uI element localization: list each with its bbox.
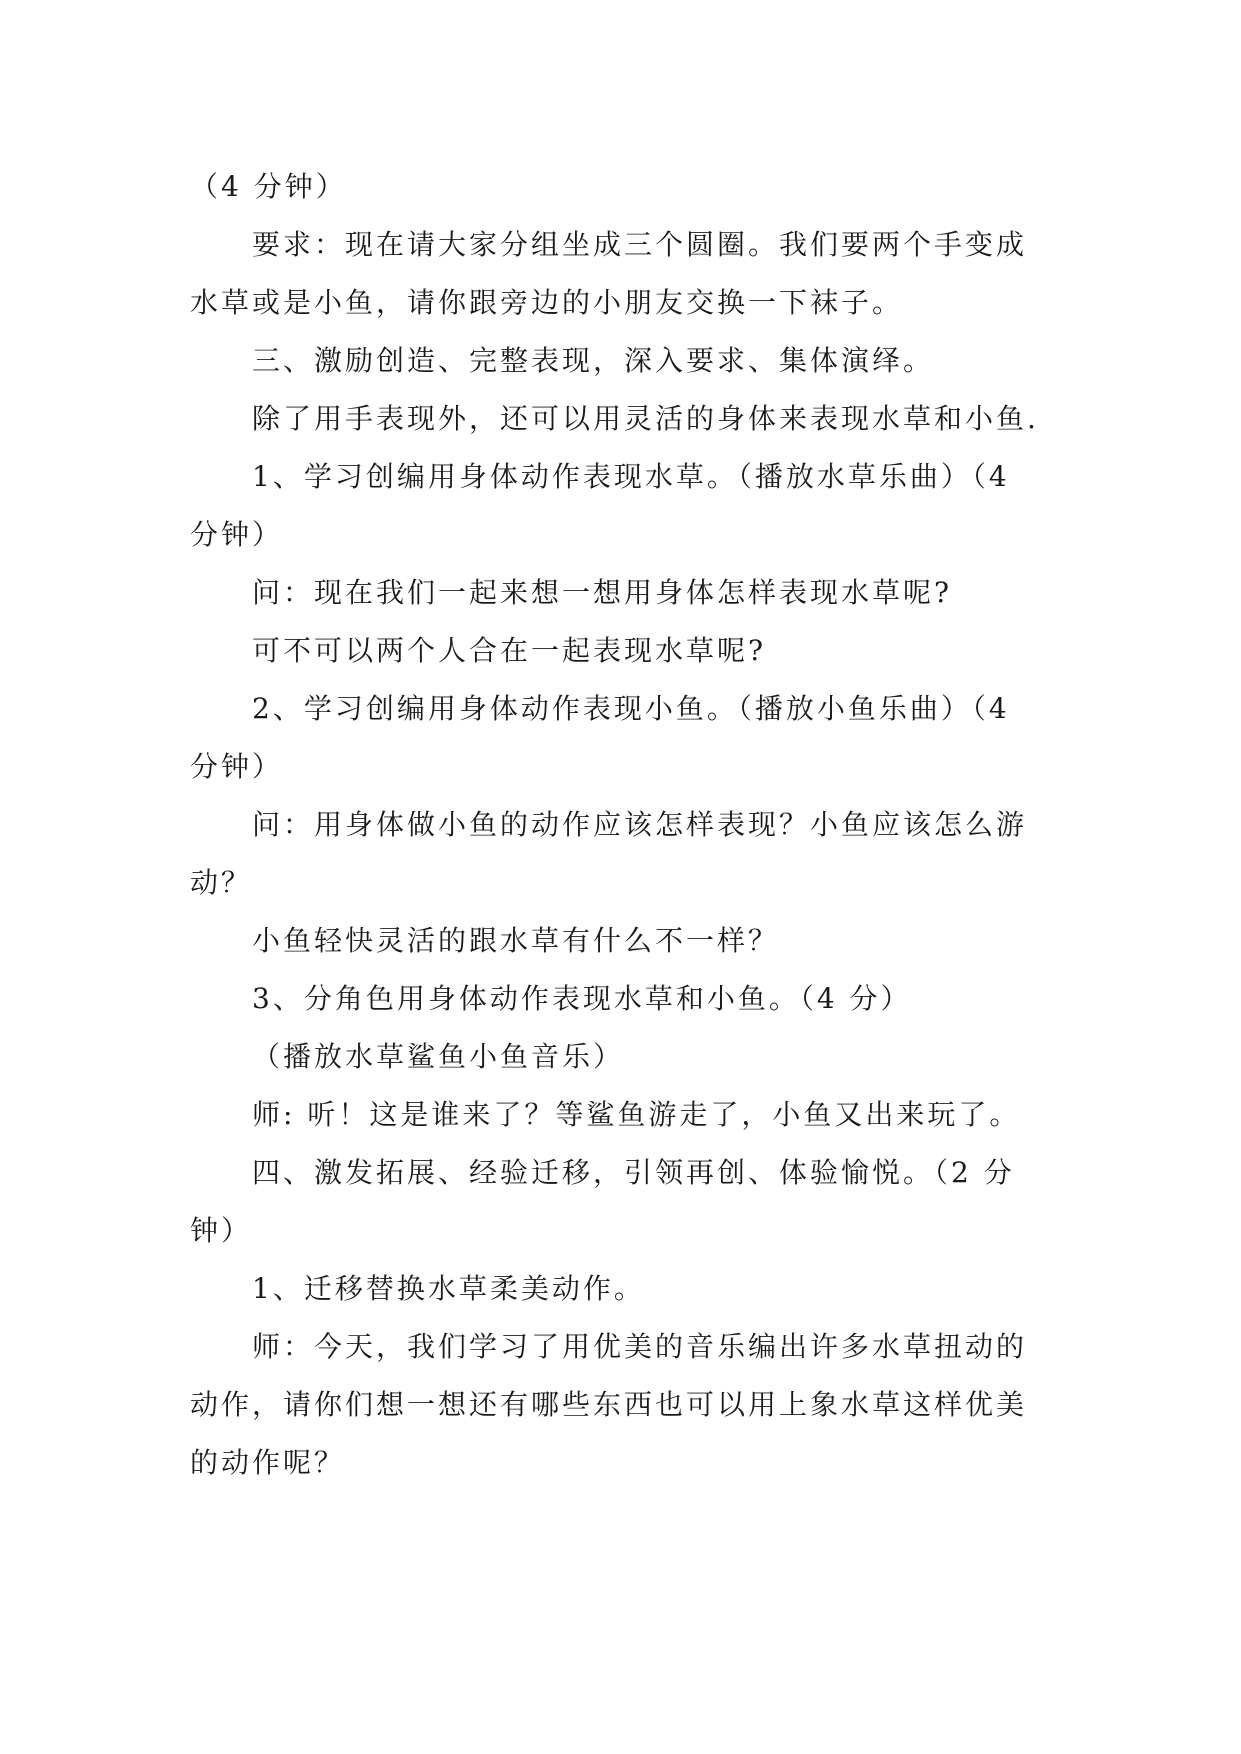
section-heading: 三、激励创造、完整表现，深入要求、集体演绎。 — [252, 344, 935, 377]
list-item: 2、学习创编用身体动作表现小鱼。（播放小鱼乐曲）（4 分钟） — [190, 692, 1010, 783]
paragraph: 可不可以两个人合在一起表现水草呢? — [252, 634, 767, 667]
paragraph: （4 分钟） — [190, 170, 347, 203]
paragraph: 小鱼轻快灵活的跟水草有什么不一样？ — [252, 924, 780, 957]
paragraph: 问：现在我们一起来想一想用身体怎样表现水草呢? — [252, 576, 953, 609]
list-item: 1、学习创编用身体动作表现水草。（播放水草乐曲）（4 分钟） — [190, 460, 1010, 551]
section-heading: 四、激发拓展、经验迁移，引领再创、体验愉悦。（2 分钟） — [190, 1156, 1015, 1247]
paragraph: 师: 听！这是谁来了？等鲨鱼游走了，小鱼又出来玩了。 — [252, 1098, 1021, 1131]
paragraph: 要求：现在请大家分组坐成三个圆圈。我们要两个手变成水草或是小鱼，请你跟旁边的小朋友交换一下袜子。 — [190, 228, 1028, 319]
list-item: 1、迁移替换水草柔美动作。 — [252, 1272, 645, 1305]
paragraph: 问：用身体做小鱼的动作应该怎样表现？小鱼应该怎么游动？ — [190, 808, 1028, 899]
list-item: 3、分角色用身体动作表现水草和小鱼。（4 分） — [252, 982, 912, 1015]
document-body — [190, 158, 1050, 1492]
paragraph: 师：今天，我们学习了用优美的音乐编出许多水草扭动的动作，请你们想一想还有哪些东西也可以用上象水草这样优美的动作呢？ — [190, 1330, 1028, 1479]
paragraph: （播放水草鲨鱼小鱼音乐） — [252, 1040, 625, 1073]
paragraph: 除了用手表现外，还可以用灵活的身体来表现水草和小鱼. — [252, 402, 1039, 435]
